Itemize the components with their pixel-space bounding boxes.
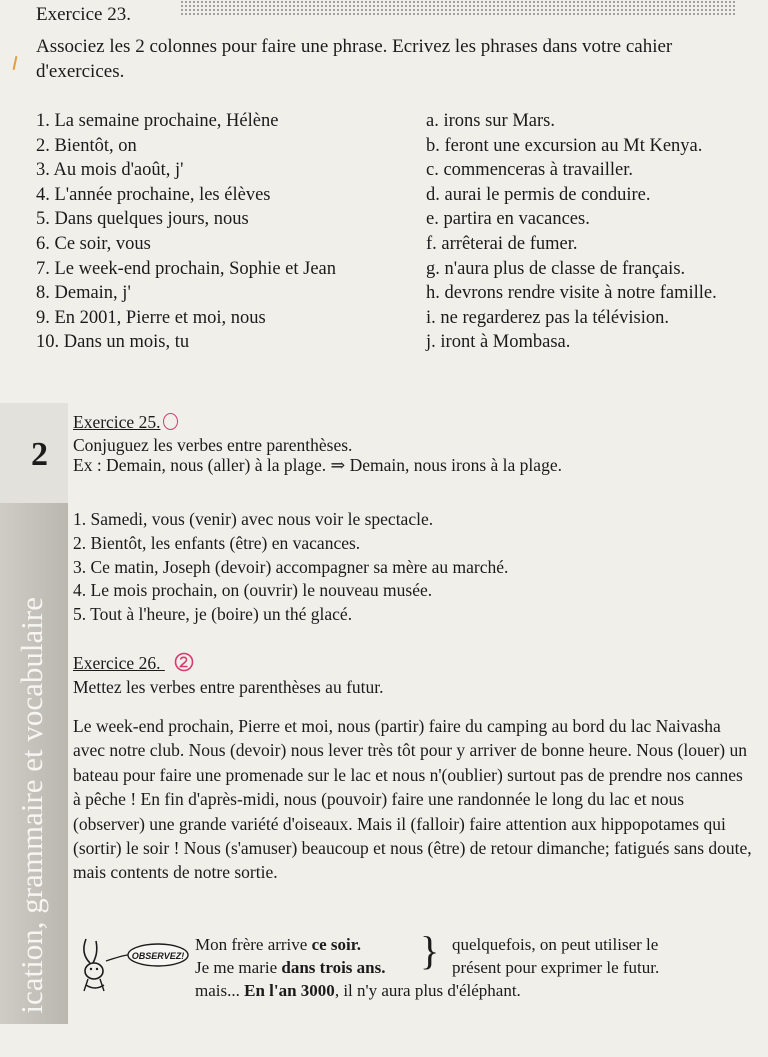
list-item: c. commenceras à travailler. xyxy=(426,160,633,181)
observe-line-1-bold: ce soir. xyxy=(311,935,361,954)
sidebar-text: ication, grammaire et vocabulaire xyxy=(14,597,49,1014)
list-item: 2. Bientôt, on xyxy=(36,135,137,156)
observe-line-3-end: , il n'y aura plus d'éléphant. xyxy=(334,981,521,1000)
list-item: d. aurai le permis de conduire. xyxy=(426,184,651,205)
circle-mark-icon xyxy=(163,413,178,430)
list-item: 5. Dans quelques jours, nous xyxy=(36,209,249,230)
exercise23-title: Exercice 23. xyxy=(36,4,131,25)
exercise26-title xyxy=(73,652,195,674)
exercise25-example: Ex : Demain, nous (aller) à la plage. ⇒ Demain, nous irons à la plage. xyxy=(73,455,562,475)
list-item: 3. Au mois d'août, j' xyxy=(36,160,184,181)
exercise25-instruction: Conjuguez les verbes entre parenthèses. xyxy=(73,435,353,455)
exercise26-paragraph: Le week-end prochain, Pierre et moi, nous (partir) faire du camping au bord du lac Naivasha avec notre club. Nous (devoir) nous lever très tôt pour y arriver de bonne heure. Nous (louer) un bateau pour faire une promenade sur le lac et nous n'(oublier) surtout pas de prendre nos cannes à pêche ! En fin d'après-midi, nous (pouvoir) faire une randonnée le long du lac et nous (observer) une grande variété d'oiseaux. Mais il (falloir) faire attention aux hippopotames qui (sortir) le soir ! Nous (s'amuser) beaucoup et nous (être) de retour dimanche; fatigués sans doute, mais contents de notre sortie. xyxy=(73,716,752,883)
exercise23-instruction: Associez les 2 colonnes pour faire une phrase. Ecrivez les phrases dans votre cahier d'exercices. xyxy=(36,36,673,82)
exercise25-title xyxy=(73,412,178,433)
observe-badge: OBSERVEZ! xyxy=(131,951,185,961)
observe-illustration xyxy=(78,935,190,997)
list-item: j. iront à Mombasa. xyxy=(426,332,571,353)
list-item: 8. Demain, j' xyxy=(36,283,131,304)
exercise23-left-column xyxy=(36,109,336,355)
observe-line-3-bold: En l'an 3000 xyxy=(244,981,335,1000)
list-item: a. irons sur Mars. xyxy=(426,111,555,131)
observe-line-1-text: Mon frère arrive xyxy=(195,935,312,954)
header-pattern xyxy=(180,0,735,16)
list-item: 9. En 2001, Pierre et moi, nous xyxy=(36,307,266,328)
list-item: 4. Le mois prochain, on (ouvrir) le nouveau musée. xyxy=(73,580,433,601)
list-item: 3. Ce matin, Joseph (devoir) accompagner sa mère au marché. xyxy=(73,556,509,577)
chapter-number: 2 xyxy=(31,436,48,473)
observe-note-line-1: quelquefois, on peut utiliser le xyxy=(452,935,659,954)
list-item: h. devrons rendre visite à notre famille. xyxy=(426,283,717,304)
exercise25-title-text: Exercice 25. xyxy=(73,412,161,432)
list-item: g. n'aura plus de classe de français. xyxy=(426,258,686,279)
observe-line-3-text: mais... xyxy=(195,981,245,1000)
list-item: 2. Bientôt, les enfants (être) en vacances. xyxy=(73,532,361,553)
rabbit-icon xyxy=(78,935,190,997)
list-item: e. partira en vacances. xyxy=(426,209,590,230)
exercise25-instructions xyxy=(73,435,562,475)
exercise26-title-text: Exercice 26. xyxy=(73,653,161,673)
list-item: b. feront une excursion au Mt Kenya. xyxy=(426,135,703,156)
list-item: 10. Dans un mois, tu xyxy=(36,332,190,353)
list-item: i. ne regarderez pas la télévision. xyxy=(426,307,669,328)
observe-line-2-bold: dans trois ans. xyxy=(281,958,386,977)
exercise23-right-column xyxy=(426,109,717,355)
observe-note xyxy=(452,933,659,979)
circled-two-icon xyxy=(173,652,195,672)
list-item: 1. Samedi, vous (venir) avec nous voir le spectacle. xyxy=(73,509,434,529)
list-item: 4. L'année prochaine, les élèves xyxy=(36,184,271,205)
observe-note-line-2: présent pour exprimer le futur. xyxy=(452,958,660,977)
list-item: 6. Ce soir, vous xyxy=(36,233,151,254)
pen-mark xyxy=(13,56,18,70)
brace: } xyxy=(420,928,440,973)
observe-line-2-text: Je me marie xyxy=(195,958,282,977)
list-item: 7. Le week-end prochain, Sophie et Jean xyxy=(36,258,337,279)
exercise26-instruction: Mettez les verbes entre parenthèses au futur. xyxy=(73,677,384,697)
list-item: f. arrêterai de fumer. xyxy=(426,233,578,254)
observe-line-3 xyxy=(195,979,521,1002)
list-item: 5. Tout à l'heure, je (boire) un thé glacé. xyxy=(73,604,353,625)
list-item: 1. La semaine prochaine, Hélène xyxy=(36,111,279,131)
exercise25-items xyxy=(73,508,508,627)
